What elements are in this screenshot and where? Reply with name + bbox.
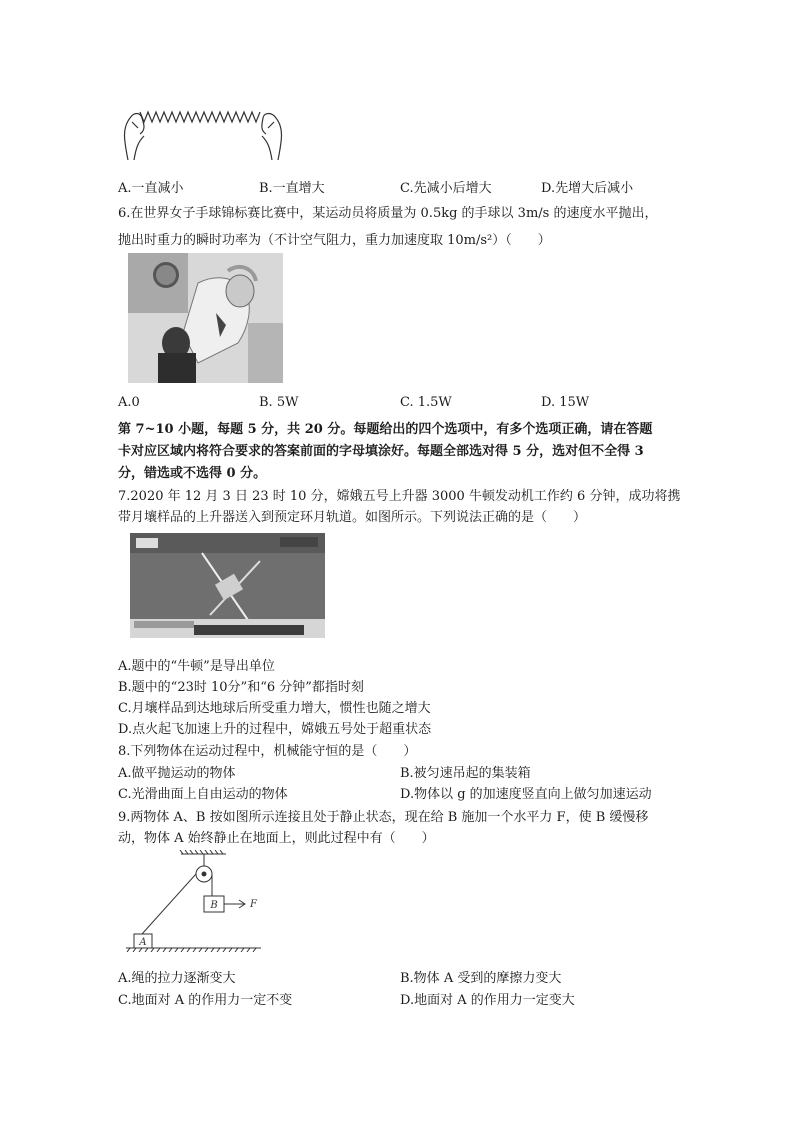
q8-option-c: C.光滑曲面上自由运动的物体	[118, 787, 288, 802]
q5-option-a: A.一直减小	[118, 181, 184, 196]
q9-option-d: D.地面对 A 的作用力一定变大	[400, 993, 575, 1008]
section-instruction-line2: 卡对应区域内将符合要求的答案前面的字母填涂好。每题全部选对得 5 分，选对但不全得 3	[118, 444, 644, 459]
q7-option-c: C.月壤样品到达地球后所受重力增大，惯性也随之增大	[118, 701, 431, 716]
q6-option-d: D. 15W	[541, 395, 590, 410]
q7-option-b: B.题中的“23时 10分”和“6 分钟”都指时刻	[118, 680, 364, 695]
section-instruction-line1: 第 7~10 小题，每题 5 分，共 20 分。每题给出的四个选项中，有多个选项正确，请在答题	[118, 422, 653, 437]
change5-tv-screenshot	[130, 533, 325, 638]
q9-option-b: B.物体 A 受到的摩擦力变大	[400, 971, 562, 986]
q6-stem-line2: 抛出时重力的瞬时功率为（不计空气阻力，重力加速度取 10m/s²）（ ）	[118, 233, 551, 248]
q7-stem-line1: 7.2020 年 12 月 3 日 23 时 10 分，嫦娥五号上升器 3000 牛顿发动机工作约 6 分钟，成功将携	[118, 489, 681, 504]
handball-player-photo	[128, 253, 283, 383]
q7-option-d: D.点火起飞加速上升的过程中，嫦娥五号处于超重状态	[118, 722, 432, 737]
section-instruction-line3: 分，错选或不选得 0 分。	[118, 466, 267, 481]
q9-option-c: C.地面对 A 的作用力一定不变	[118, 993, 293, 1008]
q9-stem-line2: 动，物体 A 始终静止在地面上，则此过程中有（ ）	[118, 831, 435, 846]
q6-option-b: B. 5W	[259, 395, 299, 410]
force-f-label: F	[250, 899, 257, 910]
q5-option-c: C.先减小后增大	[400, 181, 492, 196]
q5-option-b: B.一直增大	[259, 181, 325, 196]
q7-stem-line2: 带月壤样品的上升器送入到预定环月轨道。如图所示。下列说法正确的是（ ）	[118, 510, 587, 525]
q9-option-a: A.绳的拉力逐渐变大	[118, 971, 236, 986]
q8-stem: 8.下列物体在运动过程中，机械能守恒的是（ ）	[118, 744, 417, 759]
block-a-label: A	[139, 937, 147, 948]
q8-option-a: A.做平抛运动的物体	[118, 766, 236, 781]
q6-option-a: A.0	[118, 395, 140, 410]
q8-option-b: B.被匀速吊起的集装箱	[400, 766, 531, 781]
q6-option-c: C. 1.5W	[400, 395, 452, 410]
q7-option-a: A.题中的“牛顿”是导出单位	[118, 659, 275, 674]
pulley-system-figure	[126, 850, 266, 952]
q9-stem-line1: 9.两物体 A、B 按如图所示连接且处于静止状态，现在给 B 施加一个水平力 F，使 B 缓慢移	[118, 810, 649, 825]
spring-hands-figure	[118, 100, 288, 170]
block-b-label: B	[210, 900, 218, 911]
q5-option-d: D.先增大后减小	[541, 181, 634, 196]
q8-option-d: D.物体以 g 的加速度竖直向上做匀加速运动	[400, 787, 652, 802]
q6-stem-line1: 6.在世界女子手球锦标赛比赛中，某运动员将质量为 0.5kg 的手球以 3m/s 的速度水平抛出，	[118, 206, 658, 221]
